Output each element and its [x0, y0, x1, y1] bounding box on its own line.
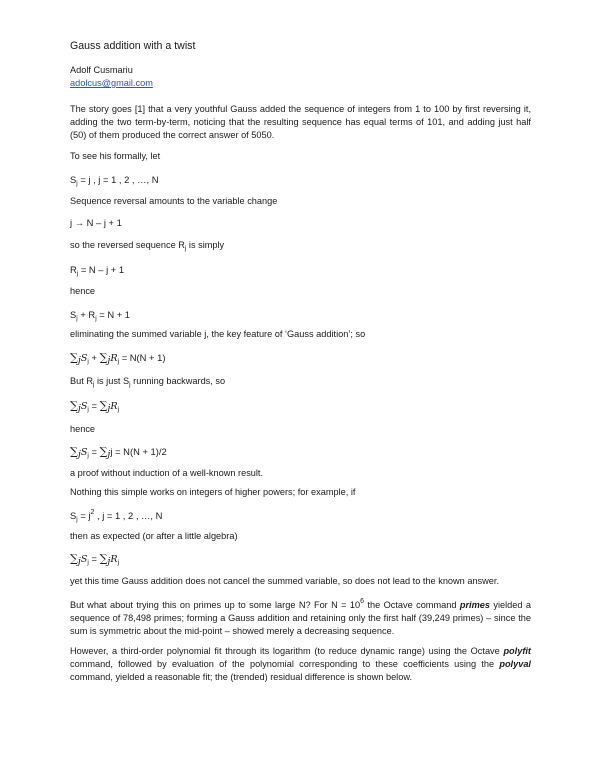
eq7-s-sub: j [87, 452, 89, 459]
sigma-sub: j [107, 556, 111, 567]
sigma-symbol: ∑ [70, 552, 78, 565]
formally-text: To see his formally, let [70, 151, 161, 161]
paper-title: Gauss addition with a twist [70, 40, 196, 52]
hence-text-2: hence [70, 424, 96, 434]
sigma-symbol: ∑ [70, 399, 78, 412]
author-name: Adolf Cusmariu [70, 65, 133, 75]
eq3-lhs: R [70, 264, 77, 275]
equation-rj [70, 263, 124, 276]
sigma-symbol: ∑ [70, 351, 78, 364]
primes-text-c: yielded a sequence of 78,498 primes; forming a Gauss addition and retaining only the first half (39,249 primes) – since the sum is symmetric about the mid-point – showed merely a decreasing sequence. [70, 600, 531, 636]
sigma-symbol: ∑ [99, 351, 108, 364]
reversed-text-a: so the reversed sequence R [70, 240, 185, 250]
sigma-symbol: ∑ [99, 552, 108, 565]
eq4-r-sub: j [95, 315, 97, 322]
sigma-sub: j [107, 355, 111, 366]
primes-text-b: the Octave command [364, 600, 460, 610]
but-text [70, 375, 225, 388]
then-text: then as expected (or after a little algebra) [70, 531, 238, 541]
sigma-symbol: ∑ [70, 445, 78, 458]
polyfit-command: polyfit [503, 646, 531, 656]
but-text-a: But R [70, 376, 93, 386]
eq5-rhs: = N(N + 1) [119, 352, 166, 363]
equation-sum-equal-2 [70, 552, 119, 566]
reversed-sequence-text [70, 239, 224, 252]
primes-text-a: But what about trying this on primes up to some large N? For N = 10 [70, 600, 361, 610]
sigma-sub: j [77, 556, 81, 567]
eq7-s: S [80, 447, 88, 458]
eq6-eq: = [88, 400, 100, 411]
eq6-s: S [80, 401, 88, 412]
author-email-link[interactable]: adolcus@gmail.com [70, 78, 153, 88]
primes-command: primes [459, 600, 490, 610]
proof-text: a proof without induction of a well-known result. [70, 468, 264, 478]
equation-sum-terms [70, 308, 130, 321]
but-sub-r: j [92, 381, 95, 388]
primes-sup: 6 [360, 598, 365, 605]
eq5-s: S [80, 353, 88, 364]
reversed-sub: j [184, 245, 187, 252]
eq1-lhs: S [70, 174, 77, 185]
eq1-sub: j [76, 180, 78, 187]
eq4-s: S [70, 309, 77, 320]
eq3-rhs: = N – j + 1 [78, 264, 125, 275]
eq3-sub: j [76, 270, 79, 277]
eq4-plus: + [77, 309, 89, 320]
eq6-r: R [110, 401, 118, 412]
eq5-plus: + [88, 352, 100, 363]
poly-text-c: command, yielded a reasonable fit; the (trended) residual difference is shown below. [70, 672, 413, 682]
sigma-sub: j [107, 403, 111, 414]
eq5-r-sub: j [117, 358, 120, 365]
eq6-s-sub: j [87, 406, 89, 413]
eq7-rhs: = N(N + 1)/2 [112, 446, 167, 457]
yet-text: yet this time Gauss addition does not cancel the summed variable, so does not lead to the known answer. [70, 576, 499, 586]
eq8-sup: 2 [90, 509, 95, 516]
eq8-sub: j [76, 516, 78, 523]
eq4-s-sub: j [76, 315, 78, 322]
poly-text-b: command, followed by evaluation of the polynomial corresponding to these coefficients using the [70, 659, 500, 669]
sequence-reversal-text: Sequence reversal amounts to the variable change [70, 196, 278, 206]
poly-text-a: However, a third-order polynomial fit through its logarithm (to reduce dynamic range) using the Octave [70, 646, 504, 656]
hence-text-1: hence [70, 286, 96, 296]
nothing-simple-text: Nothing this simple works on integers of higher powers; for example, if [70, 487, 356, 497]
eq1-rhs: = j , j = 1 , 2 , …, N [77, 174, 159, 185]
equation-sum-sr [70, 351, 165, 365]
but-text-b: is just S [94, 376, 130, 386]
eq5-s-sub: j [87, 358, 89, 365]
equation-sj-squared [70, 509, 162, 522]
sigma-symbol: ∑ [99, 445, 108, 458]
equation-variable-change: j → N – j + 1 [70, 217, 122, 228]
equation-sj [70, 173, 158, 186]
eq9-eq: = [88, 553, 100, 564]
eq4-rhs: = N + 1 [96, 309, 130, 320]
eq9-s: S [80, 554, 88, 565]
eq6-r-sub: j [117, 406, 120, 413]
eq7-j: j [110, 446, 113, 457]
equation-sum-equal [70, 399, 119, 413]
eq8-mid: = j [77, 510, 91, 521]
eq4-r: R [88, 309, 96, 320]
sigma-sub: j [107, 449, 111, 460]
eq7-eq: = [88, 446, 100, 457]
sigma-sub: j [77, 449, 81, 460]
eq8-lhs: S [70, 510, 77, 521]
sigma-sub: j [77, 403, 81, 414]
intro-paragraph: The story goes [1] that a very youthful Gauss added the sequence of integers from 1 to 100 by first reversing it, adding the two term-by-term, noticing that the resulting sequence has equal terms of 101, and adding just half (50) of them produced the correct answer of 5050. [70, 104, 531, 140]
eq9-s-sub: j [87, 559, 89, 566]
eq9-r: R [110, 554, 118, 565]
polyfit-paragraph [70, 645, 531, 684]
equation-gauss-result [70, 445, 167, 459]
eq9-r-sub: j [117, 559, 120, 566]
reversed-text-b: is simply [186, 240, 225, 250]
polyval-command: polyval [499, 659, 531, 669]
eq8-rhs: , j = 1 , 2 , …, N [94, 510, 163, 521]
sigma-symbol: ∑ [99, 399, 108, 412]
eliminating-text: eliminating the summed variable j, the key feature of ‘Gauss addition’; so [70, 329, 366, 339]
sigma-sub: j [77, 355, 81, 366]
but-text-c: running backwards, so [130, 376, 226, 386]
primes-paragraph [70, 599, 531, 638]
but-sub-s: j [129, 381, 131, 388]
eq5-r: R [110, 353, 118, 364]
